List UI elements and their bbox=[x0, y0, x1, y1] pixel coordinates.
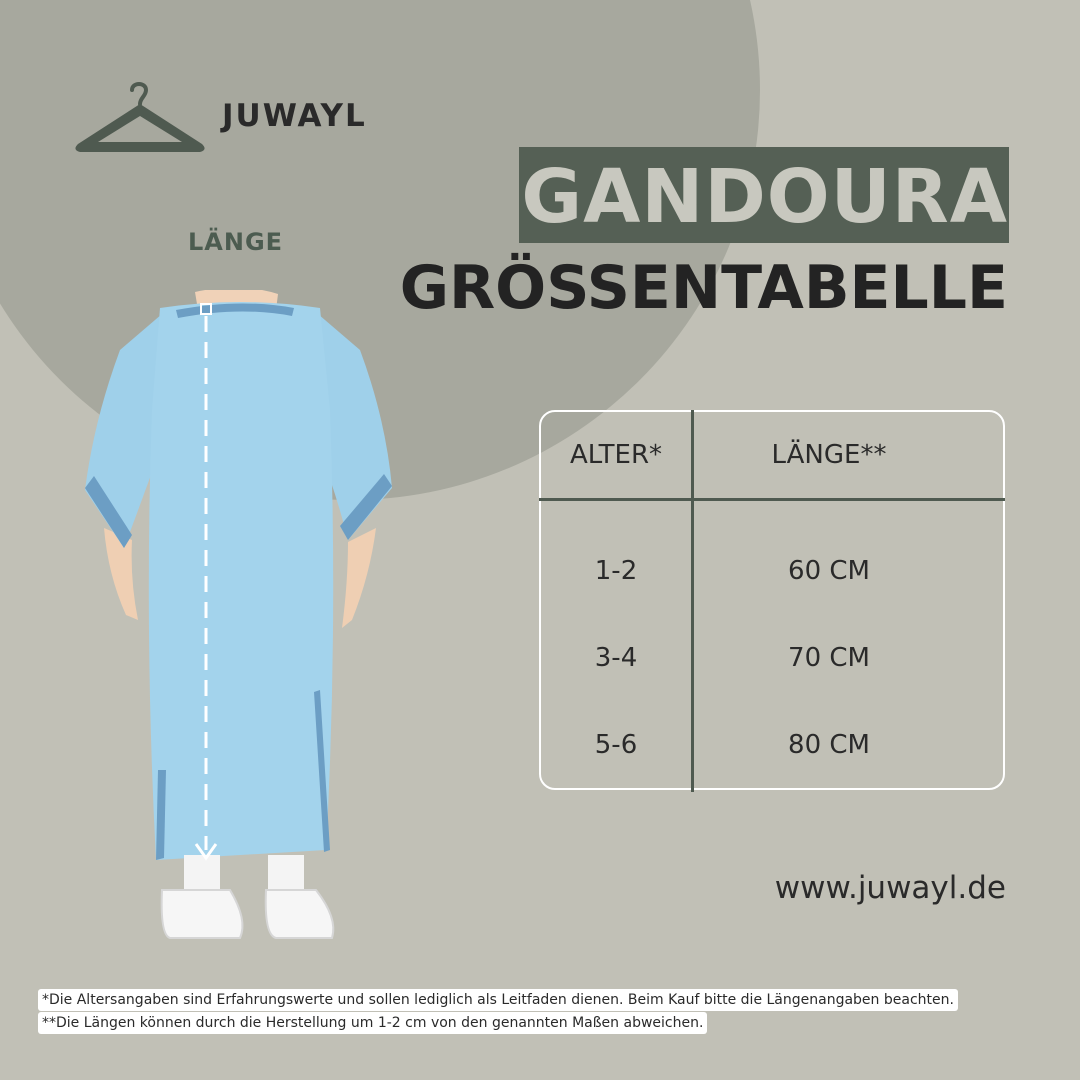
brand-name: JUWAYL bbox=[222, 98, 367, 134]
footnote-age: *Die Altersangaben sind Erfahrungswerte und sollen lediglich als Leitfaden dienen. Beim Kauf bitte die Längenangaben beachten. bbox=[38, 989, 958, 1011]
length-label: LÄNGE bbox=[188, 228, 284, 256]
table-header-age: ALTER* bbox=[569, 440, 663, 470]
page-subtitle: GRÖSSENTABELLE bbox=[399, 253, 1008, 323]
table-cell-age: 3-4 bbox=[594, 643, 638, 673]
footnote-length: **Die Längen können durch die Herstellung um 1-2 cm von den genannten Maßen abweichen. bbox=[38, 1012, 707, 1034]
table-cell-age: 5-6 bbox=[594, 730, 638, 760]
size-table bbox=[539, 410, 1005, 790]
table-cell-length: 60 CM bbox=[788, 556, 870, 586]
table-header-divider bbox=[539, 498, 1005, 501]
hanger-icon bbox=[70, 76, 210, 160]
table-header-length: LÄNGE** bbox=[771, 440, 887, 470]
table-cell-age: 1-2 bbox=[594, 556, 638, 586]
website-url: www.juwayl.de bbox=[774, 870, 1006, 906]
gandoura-product-image bbox=[80, 290, 400, 950]
table-cell-length: 70 CM bbox=[788, 643, 870, 673]
page-title: GANDOURA bbox=[521, 154, 1008, 240]
table-cell-length: 80 CM bbox=[788, 730, 870, 760]
brand-logo bbox=[70, 76, 400, 160]
